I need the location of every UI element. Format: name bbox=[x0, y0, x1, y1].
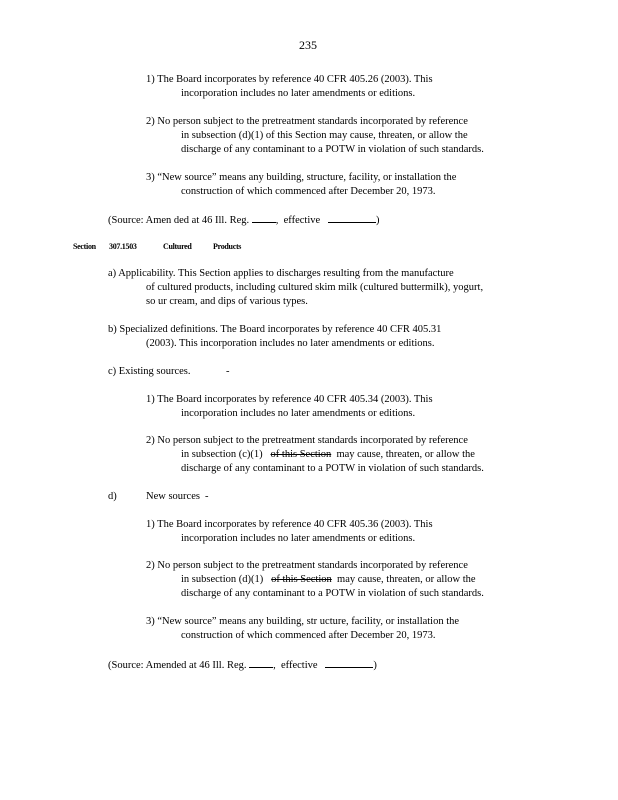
b-line1: b) Specialized definitions. The Board incorporates by reference 40 CFR 405.31 bbox=[108, 324, 442, 335]
register-blank bbox=[249, 657, 273, 668]
c-heading: c) Existing sources. bbox=[108, 366, 191, 377]
b1-item3-line2: construction of which commenced after December 20, 1973. bbox=[181, 186, 436, 197]
c-item2-line1: 2) No person subject to the pretreatment standards incorporated by reference bbox=[146, 435, 468, 446]
c-item1-line1: 1) The Board incorporates by reference 40 CFR 405.34 (2003). This bbox=[146, 394, 433, 405]
section-title-word1: Cultured bbox=[163, 242, 192, 251]
d-item1-line2: incorporation includes no later amendments or editions. bbox=[181, 533, 416, 544]
c-item1-line2: incorporation includes no later amendments or editions. bbox=[181, 408, 416, 419]
register-blank bbox=[252, 212, 276, 223]
d-item1-line1: 1) The Board incorporates by reference 40 CFR 405.36 (2003). This bbox=[146, 519, 433, 530]
c-item2-line2: in subsection (c)(1) of this Section may cause, threaten, or allow the bbox=[181, 449, 475, 460]
date-blank bbox=[325, 657, 373, 668]
b1-item2-line3: discharge of any contaminant to a POTW in violation of such standards. bbox=[181, 144, 484, 155]
a-line2: of cultured products, including cultured skim milk (cultured buttermilk), yogurt, bbox=[146, 282, 484, 293]
a-line1: a) Applicability. This Section applies to discharges resulting from the manufacture bbox=[108, 268, 454, 279]
b1-item1-line2: incorporation includes no later amendments or editions. bbox=[181, 88, 416, 99]
d-dash: - bbox=[205, 491, 209, 502]
date-blank bbox=[328, 212, 376, 223]
b1-item1-line1: 1) The Board incorporates by reference 40 CFR 405.26 (2003). This bbox=[146, 74, 433, 85]
d-item2-line1: 2) No person subject to the pretreatment standards incorporated by reference bbox=[146, 560, 468, 571]
d-item3-line2: construction of which commenced after December 20, 1973. bbox=[181, 630, 436, 641]
d-heading: New sources bbox=[146, 491, 200, 502]
source-note-1: (Source: Amen ded at 46 Ill. Reg. , effective ) bbox=[108, 212, 380, 228]
c-dash: - bbox=[226, 366, 230, 377]
d-item2-line3: discharge of any contaminant to a POTW in violation of such standards. bbox=[181, 588, 484, 599]
source-note-2: (Source: Amended at 46 Ill. Reg. , effective ) bbox=[108, 657, 377, 673]
b1-item2-line1: 2) No person subject to the pretreatment standards incorporated by reference bbox=[146, 116, 468, 127]
section-number: 307.1503 bbox=[109, 242, 137, 251]
c-item2-line3: discharge of any contaminant to a POTW in violation of such standards. bbox=[181, 463, 484, 474]
section-label: Section bbox=[73, 242, 96, 251]
deleted-text: of this Section bbox=[270, 449, 332, 460]
b-line2: (2003). This incorporation includes no later amendments or editions. bbox=[146, 338, 435, 349]
a-line3: so ur cream, and dips of various types. bbox=[146, 296, 308, 307]
d-label: d) bbox=[108, 491, 117, 502]
d-item3-line1: 3) “New source” means any building, str ucture, facility, or installation the bbox=[146, 616, 460, 627]
b1-item2-line2: in subsection (d)(1) of this Section may cause, threaten, or allow the bbox=[181, 130, 468, 141]
b1-item3-line1: 3) “New source” means any building, structure, facility, or installation the bbox=[146, 172, 457, 183]
d-item2-line2: in subsection (d)(1) of this Section may cause, threaten, or allow the bbox=[181, 574, 476, 585]
deleted-text: of this Section bbox=[271, 574, 332, 585]
section-title-word2: Products bbox=[213, 242, 242, 251]
page-number: 235 bbox=[299, 38, 317, 52]
